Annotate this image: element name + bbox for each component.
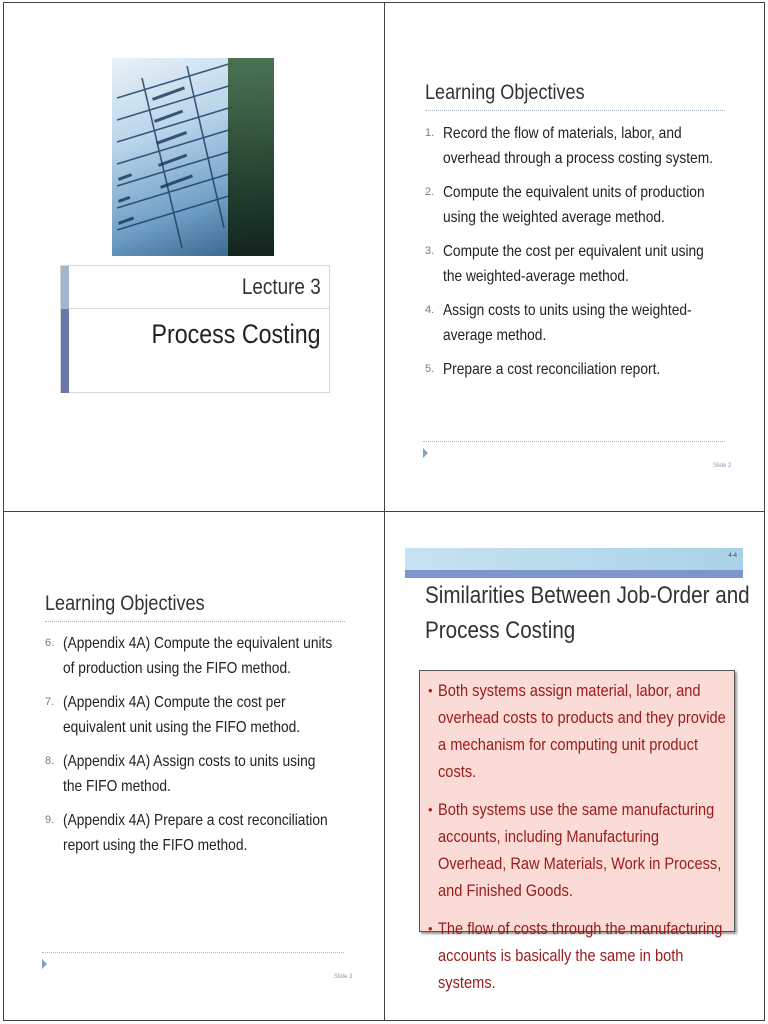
lecture-number-panel [60, 265, 330, 309]
list-item [428, 677, 765, 785]
item-number: 9. [45, 814, 55, 826]
item-text: (Appendix 4A) Prepare a cost reconciliation report using the FIFO method. [63, 812, 328, 854]
item-text: (Appendix 4A) Compute the equivalent units of production using the FIFO method. [63, 635, 333, 677]
objective-list [425, 121, 759, 391]
bullet-icon: • [428, 683, 433, 698]
list-item [425, 121, 759, 171]
footer-divider [423, 441, 725, 442]
photo-shadow [228, 58, 274, 256]
bullet-icon: • [428, 921, 433, 936]
footer-divider [42, 952, 344, 953]
list-item [425, 180, 759, 230]
item-text: Assign costs to units using the weighted-average method. [443, 302, 692, 344]
play-arrow-icon [423, 448, 428, 458]
spreadsheet-photo [112, 58, 274, 256]
item-text: Compute the cost per equivalent unit using the weighted-average method. [443, 243, 704, 285]
accent-bar-dark [61, 309, 69, 393]
list-item [425, 357, 759, 382]
item-number: 1. [425, 127, 435, 139]
item-number: 6. [45, 637, 55, 649]
slide-2-objectives [385, 3, 765, 511]
list-item [428, 915, 765, 996]
list-item [45, 808, 379, 858]
list-item [45, 690, 379, 740]
item-text: Prepare a cost reconciliation report. [443, 361, 661, 378]
title-box [60, 265, 330, 393]
item-text: Compute the equivalent units of production using the weighted average method. [443, 184, 705, 226]
play-arrow-icon [42, 959, 47, 969]
slide-1-title [4, 3, 384, 511]
title-line-1: Similarities Between Job-Order and [425, 582, 750, 609]
slide-title: Learning Objectives [45, 592, 205, 615]
objective-list [45, 631, 379, 867]
list-item [45, 749, 379, 799]
slide-footer: Slide 2 [713, 463, 732, 469]
item-number: 3. [425, 245, 435, 257]
bullet-icon: • [428, 802, 433, 817]
list-item [428, 796, 765, 904]
item-text: (Appendix 4A) Compute the cost per equivalent unit using the FIFO method. [63, 694, 301, 736]
title-line-2: Process Costing [425, 617, 576, 644]
slide-title [425, 578, 765, 648]
lecture-number: Lecture 3 [242, 274, 321, 299]
title-divider [425, 110, 725, 111]
header-band-stripe [405, 570, 743, 578]
list-item [425, 239, 759, 289]
item-number: 5. [425, 363, 435, 375]
item-number: 2. [425, 186, 435, 198]
list-item [425, 298, 759, 348]
bullet-text: Both systems assign material, labor, and overhead costs to products and they provide a mechanism for computing unit product costs. [438, 681, 726, 781]
bullet-list [428, 677, 765, 1007]
accent-bar-light [61, 266, 69, 310]
bullet-text: The flow of costs through the manufacturing accounts is basically the same in both systems. [438, 919, 723, 992]
lecture-title-panel [60, 309, 330, 393]
title-divider [45, 621, 345, 622]
slide-number: 4-4 [728, 553, 737, 559]
list-item [45, 631, 379, 681]
item-number: 4. [425, 304, 435, 316]
slide-4-similarities [385, 512, 765, 1020]
lecture-title: Process Costing [151, 319, 321, 349]
callout-box [419, 670, 735, 992]
bullet-text: Both systems use the same manufacturing accounts, including Manufacturing Overhead, Raw Materials, Work in Process, and Finished Goods. [438, 800, 722, 900]
slide-footer: Slide 3 [334, 974, 353, 980]
item-text: Record the flow of materials, labor, and overhead through a process costing system. [443, 125, 713, 167]
item-text: (Appendix 4A) Assign costs to units using the FIFO method. [63, 753, 316, 795]
header-band [405, 548, 743, 570]
slide-title: Learning Objectives [425, 81, 585, 104]
item-number: 8. [45, 755, 55, 767]
slide-3-objectives [4, 512, 384, 1020]
item-number: 7. [45, 696, 55, 708]
